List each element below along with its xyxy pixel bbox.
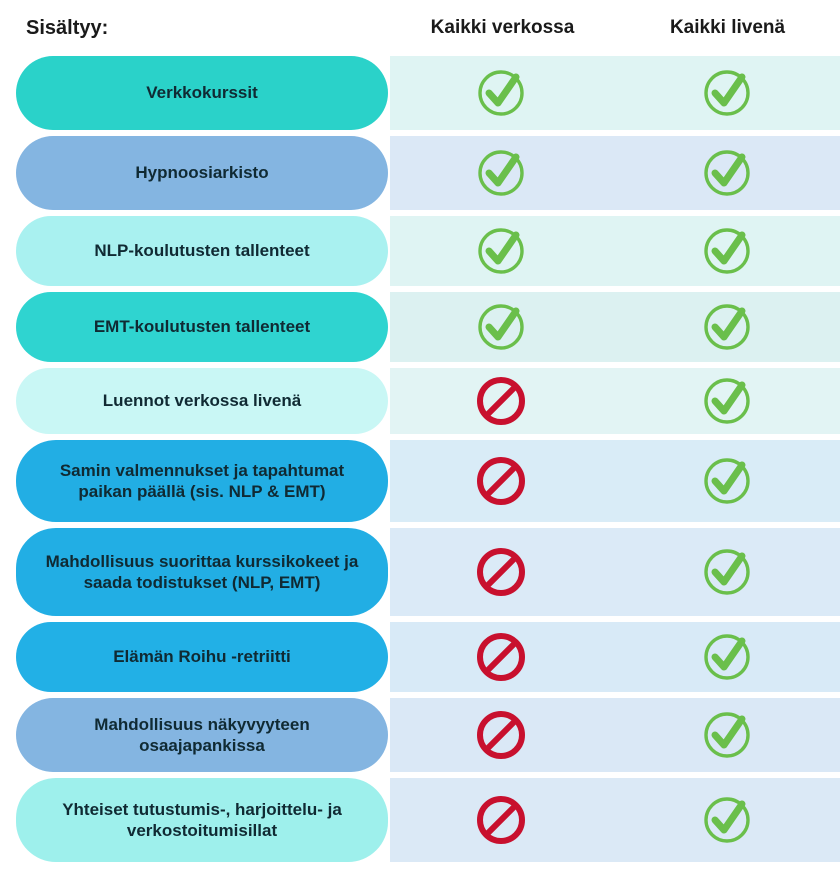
row-label-pill: Mahdollisuus näkyvyyteen osaajapankissa — [16, 698, 388, 772]
check-circle-icon — [388, 292, 614, 362]
check-circle-icon — [614, 440, 840, 522]
check-circle-icon — [614, 136, 840, 210]
header-label: Sisältyy: — [26, 16, 109, 39]
check-circle-icon — [614, 622, 840, 692]
check-circle-icon — [614, 292, 840, 362]
check-circle-icon — [614, 368, 840, 434]
check-circle-icon — [614, 216, 840, 286]
no-entry-icon — [388, 368, 614, 434]
table-row — [0, 528, 840, 616]
header-column-online: Kaikki verkossa — [430, 17, 575, 38]
check-circle-icon — [614, 528, 840, 616]
table-row — [0, 136, 840, 210]
row-label-pill: Mahdollisuus suorittaa kurssikokeet ja saada todistukset (NLP, EMT) — [16, 528, 388, 616]
no-entry-icon — [388, 528, 614, 616]
table-row — [0, 216, 840, 286]
check-circle-icon — [614, 778, 840, 862]
check-circle-icon — [614, 56, 840, 130]
no-entry-icon — [388, 440, 614, 522]
table-rows — [0, 56, 840, 868]
table-row — [0, 368, 840, 434]
check-circle-icon — [388, 56, 614, 130]
row-label-pill: Elämän Roihu -retriitti — [16, 622, 388, 692]
table-row — [0, 698, 840, 772]
row-label-pill: Samin valmennukset ja tapahtumat paikan päällä (sis. NLP & EMT) — [16, 440, 388, 522]
check-circle-icon — [388, 136, 614, 210]
table-row — [0, 440, 840, 522]
table-row — [0, 778, 840, 862]
row-label-pill: Luennot verkossa livenä — [16, 368, 388, 434]
row-label-pill: Verkkokurssit — [16, 56, 388, 130]
no-entry-icon — [388, 778, 614, 862]
table-row — [0, 292, 840, 362]
row-label-pill: Yhteiset tutustumis-, harjoittelu- ja verkostoitumisillat — [16, 778, 388, 862]
no-entry-icon — [388, 622, 614, 692]
row-label-pill: EMT-koulutusten tallenteet — [16, 292, 388, 362]
table-row — [0, 56, 840, 130]
check-circle-icon — [388, 216, 614, 286]
table-header — [0, 0, 840, 56]
row-label-pill: Hypnoosiarkisto — [16, 136, 388, 210]
check-circle-icon — [614, 698, 840, 772]
header-column-live: Kaikki livenä — [669, 17, 786, 38]
row-label-pill: NLP-koulutusten tallenteet — [16, 216, 388, 286]
table-row — [0, 622, 840, 692]
no-entry-icon — [388, 698, 614, 772]
